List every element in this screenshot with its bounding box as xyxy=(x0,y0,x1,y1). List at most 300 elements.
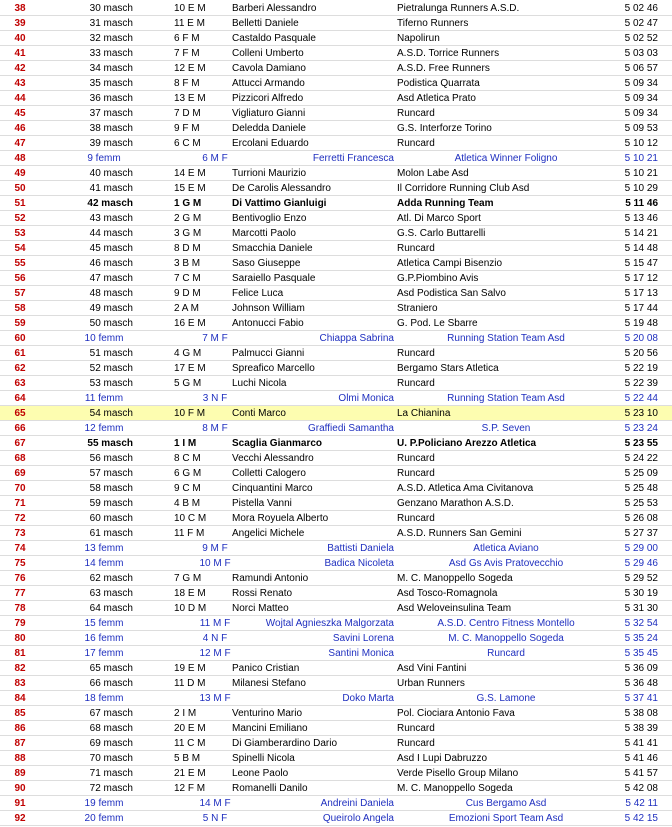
athlete-name-cell: Barberi Alessandro xyxy=(232,3,317,14)
table-row xyxy=(0,721,672,736)
position-cell: 92 xyxy=(14,813,26,824)
gender-rank-cell: 72 masch xyxy=(89,783,133,794)
table-row xyxy=(0,421,672,436)
time-cell: 5 37 41 xyxy=(624,693,658,704)
position-cell: 53 xyxy=(14,228,26,239)
athlete-name-cell: Scaglia Gianmarco xyxy=(232,438,323,449)
category-cell: 9 F M xyxy=(174,123,200,134)
athlete-name-cell: Savini Lorena xyxy=(332,633,394,644)
time-cell: 5 31 30 xyxy=(624,603,658,614)
category-cell: 11 D M xyxy=(174,678,206,689)
gender-rank-cell: 62 masch xyxy=(89,573,133,584)
table-row xyxy=(0,61,672,76)
club-cell: M. C. Manoppello Sogeda xyxy=(397,783,513,794)
gender-rank-cell: 42 masch xyxy=(87,198,133,209)
gender-rank-cell: 48 masch xyxy=(89,288,133,299)
position-cell: 55 xyxy=(14,258,26,269)
position-cell: 41 xyxy=(14,48,26,59)
club-cell: A.S.D. Free Runners xyxy=(397,63,490,74)
category-cell: 9 M F xyxy=(202,543,228,554)
time-cell: 5 02 46 xyxy=(624,3,658,14)
category-cell: 7 G M xyxy=(174,573,202,584)
time-cell: 5 13 46 xyxy=(624,213,658,224)
time-cell: 5 14 48 xyxy=(624,243,658,254)
athlete-name-cell: Pizzicori Alfredo xyxy=(232,93,304,104)
gender-rank-cell: 71 masch xyxy=(89,768,133,779)
club-cell: G.S. Lamone xyxy=(476,693,536,704)
position-cell: 88 xyxy=(14,753,26,764)
time-cell: 5 17 44 xyxy=(624,303,658,314)
category-cell: 2 I M xyxy=(174,708,197,719)
club-cell: Verde Pisello Group Milano xyxy=(397,768,519,779)
category-cell: 3 B M xyxy=(174,258,201,269)
position-cell: 77 xyxy=(14,588,26,599)
position-cell: 86 xyxy=(14,723,26,734)
athlete-name-cell: Venturino Mario xyxy=(232,708,303,719)
gender-rank-cell: 66 masch xyxy=(89,678,133,689)
athlete-name-cell: Colleni Umberto xyxy=(232,48,304,59)
position-cell: 73 xyxy=(14,528,26,539)
club-cell: G.P.Piombino Avis xyxy=(397,273,479,284)
athlete-name-cell: Antonucci Fabio xyxy=(232,318,304,329)
club-cell: Urban Runners xyxy=(397,678,465,689)
table-row xyxy=(0,676,672,691)
athlete-name-cell: Cinquantini Marco xyxy=(232,483,313,494)
category-cell: 15 E M xyxy=(174,183,206,194)
time-cell: 5 10 21 xyxy=(624,153,658,164)
table-row xyxy=(0,496,672,511)
category-cell: 12 M F xyxy=(199,648,231,659)
club-cell: Runcard xyxy=(397,453,435,464)
category-cell: 10 E M xyxy=(174,3,206,14)
time-cell: 5 20 56 xyxy=(624,348,658,359)
athlete-name-cell: Ramundi Antonio xyxy=(232,573,309,584)
table-row xyxy=(0,661,672,676)
athlete-name-cell: Luchi Nicola xyxy=(232,378,287,389)
time-cell: 5 25 09 xyxy=(624,468,658,479)
position-cell: 72 xyxy=(14,513,26,524)
athlete-name-cell: Mancini Emiliano xyxy=(232,723,308,734)
table-row xyxy=(0,166,672,181)
category-cell: 4 N F xyxy=(202,633,228,644)
position-cell: 56 xyxy=(14,273,26,284)
time-cell: 5 26 08 xyxy=(624,513,658,524)
position-cell: 83 xyxy=(14,678,26,689)
time-cell: 5 36 09 xyxy=(624,663,658,674)
club-cell: Il Corridore Running Club Asd xyxy=(397,183,530,194)
athlete-name-cell: Romanelli Danilo xyxy=(232,783,308,794)
gender-rank-cell: 39 masch xyxy=(89,138,133,149)
position-cell: 82 xyxy=(14,663,26,674)
position-cell: 76 xyxy=(14,573,26,584)
time-cell: 5 30 19 xyxy=(624,588,658,599)
athlete-name-cell: Milanesi Stefano xyxy=(232,678,306,689)
time-cell: 5 42 11 xyxy=(625,798,658,809)
category-cell: 8 D M xyxy=(174,243,201,254)
position-cell: 87 xyxy=(14,738,26,749)
club-cell: Atletica Winner Foligno xyxy=(454,153,558,164)
table-row xyxy=(0,76,672,91)
category-cell: 21 E M xyxy=(174,768,206,779)
club-cell: Atletica Aviano xyxy=(473,543,539,554)
gender-rank-cell: 63 masch xyxy=(89,588,133,599)
time-cell: 5 20 08 xyxy=(624,333,658,344)
time-cell: 5 09 53 xyxy=(624,123,658,134)
time-cell: 5 02 47 xyxy=(624,18,658,29)
gender-rank-cell: 17 femm xyxy=(84,648,124,659)
gender-rank-cell: 14 femm xyxy=(84,558,124,569)
position-cell: 66 xyxy=(14,423,26,434)
club-cell: Running Station Team Asd xyxy=(447,333,565,344)
table-row xyxy=(0,331,672,346)
club-cell: S.P. Seven xyxy=(481,423,531,434)
position-cell: 38 xyxy=(14,3,26,14)
position-cell: 61 xyxy=(14,348,26,359)
gender-rank-cell: 52 masch xyxy=(89,363,133,374)
gender-rank-cell: 12 femm xyxy=(84,423,124,434)
table-row xyxy=(0,511,672,526)
table-row xyxy=(0,811,672,826)
position-cell: 71 xyxy=(14,498,26,509)
position-cell: 59 xyxy=(14,318,26,329)
athlete-name-cell: Castaldo Pasquale xyxy=(232,33,316,44)
time-cell: 5 29 00 xyxy=(624,543,658,554)
athlete-name-cell: Attucci Armando xyxy=(232,78,305,89)
category-cell: 7 F M xyxy=(174,48,200,59)
table-row xyxy=(0,151,672,166)
category-cell: 8 C M xyxy=(174,453,201,464)
table-row xyxy=(0,736,672,751)
time-cell: 5 36 48 xyxy=(624,678,658,689)
category-cell: 19 E M xyxy=(174,663,206,674)
gender-rank-cell: 64 masch xyxy=(89,603,133,614)
table-row xyxy=(0,376,672,391)
time-cell: 5 14 21 xyxy=(624,228,658,239)
athlete-name-cell: Pistella Vanni xyxy=(232,498,292,509)
club-cell: Runcard xyxy=(397,138,435,149)
gender-rank-cell: 9 femm xyxy=(87,153,121,164)
gender-rank-cell: 68 masch xyxy=(89,723,133,734)
category-cell: 11 C M xyxy=(174,738,206,749)
club-cell: Tiferno Runners xyxy=(397,18,469,29)
time-cell: 5 38 39 xyxy=(624,723,658,734)
table-row xyxy=(0,571,672,586)
time-cell: 5 09 34 xyxy=(624,93,658,104)
athlete-name-cell: Ercolani Eduardo xyxy=(232,138,309,149)
club-cell: A.S.D. Centro Fitness Montello xyxy=(437,618,575,629)
club-cell: Runcard xyxy=(397,348,435,359)
time-cell: 5 24 22 xyxy=(624,453,658,464)
category-cell: 4 B M xyxy=(174,498,201,509)
category-cell: 8 F M xyxy=(174,78,200,89)
category-cell: 1 I M xyxy=(174,438,197,449)
gender-rank-cell: 19 femm xyxy=(84,798,124,809)
time-cell: 5 25 53 xyxy=(624,498,658,509)
category-cell: 6 F M xyxy=(174,33,200,44)
table-row xyxy=(0,706,672,721)
athlete-name-cell: Belletti Daniele xyxy=(232,18,299,29)
position-cell: 44 xyxy=(14,93,26,104)
athlete-name-cell: Chiappa Sabrina xyxy=(319,333,394,344)
club-cell: Runcard xyxy=(487,648,525,659)
gender-rank-cell: 44 masch xyxy=(89,228,133,239)
club-cell: Runcard xyxy=(397,468,435,479)
time-cell: 5 23 10 xyxy=(624,408,658,419)
club-cell: Runcard xyxy=(397,378,435,389)
category-cell: 20 E M xyxy=(174,723,206,734)
club-cell: Runcard xyxy=(397,738,435,749)
time-cell: 5 09 34 xyxy=(624,78,658,89)
gender-rank-cell: 69 masch xyxy=(89,738,133,749)
athlete-name-cell: Santini Monica xyxy=(328,648,394,659)
time-cell: 5 09 34 xyxy=(624,108,658,119)
table-row xyxy=(0,181,672,196)
category-cell: 6 C M xyxy=(174,138,201,149)
gender-rank-cell: 57 masch xyxy=(89,468,133,479)
athlete-name-cell: Wojtal Agnieszka Malgorzata xyxy=(265,618,394,629)
gender-rank-cell: 67 masch xyxy=(89,708,133,719)
category-cell: 5 G M xyxy=(174,378,202,389)
position-cell: 64 xyxy=(14,393,26,404)
time-cell: 5 38 08 xyxy=(624,708,658,719)
position-cell: 48 xyxy=(14,153,26,164)
athlete-name-cell: Ferretti Francesca xyxy=(312,153,394,164)
time-cell: 5 25 48 xyxy=(624,483,658,494)
table-row xyxy=(0,436,672,451)
gender-rank-cell: 30 masch xyxy=(89,3,133,14)
table-row xyxy=(0,271,672,286)
table-row xyxy=(0,121,672,136)
table-row xyxy=(0,136,672,151)
club-cell: Running Station Team Asd xyxy=(447,393,565,404)
athlete-name-cell: Smacchia Daniele xyxy=(232,243,313,254)
athlete-name-cell: Spreafico Marcello xyxy=(232,363,315,374)
athlete-name-cell: Bentivoglio Enzo xyxy=(232,213,307,224)
athlete-name-cell: Norci Matteo xyxy=(232,603,289,614)
category-cell: 10 F M xyxy=(174,408,206,419)
gender-rank-cell: 10 femm xyxy=(84,333,124,344)
athlete-name-cell: Panico Cristian xyxy=(232,663,300,674)
club-cell: Atletica Campi Bisenzio xyxy=(397,258,503,269)
club-cell: Asd Atletica Prato xyxy=(397,93,476,104)
gender-rank-cell: 38 masch xyxy=(89,123,133,134)
table-row xyxy=(0,781,672,796)
table-row xyxy=(0,751,672,766)
athlete-name-cell: Turrioni Maurizio xyxy=(232,168,307,179)
gender-rank-cell: 49 masch xyxy=(89,303,133,314)
athlete-name-cell: Felice Luca xyxy=(232,288,284,299)
gender-rank-cell: 11 femm xyxy=(84,393,124,404)
gender-rank-cell: 40 masch xyxy=(89,168,133,179)
time-cell: 5 41 41 xyxy=(624,738,658,749)
table-row xyxy=(0,31,672,46)
time-cell: 5 23 55 xyxy=(624,438,658,449)
gender-rank-cell: 16 femm xyxy=(84,633,124,644)
category-cell: 11 E M xyxy=(174,18,205,29)
category-cell: 11 F M xyxy=(174,528,205,539)
table-row xyxy=(0,481,672,496)
position-cell: 63 xyxy=(14,378,26,389)
athlete-name-cell: De Carolis Alessandro xyxy=(232,183,331,194)
gender-rank-cell: 53 masch xyxy=(89,378,133,389)
position-cell: 65 xyxy=(14,408,26,419)
gender-rank-cell: 51 masch xyxy=(89,348,133,359)
category-cell: 7 C M xyxy=(174,273,201,284)
category-cell: 7 M F xyxy=(202,333,228,344)
athlete-name-cell: Johnson William xyxy=(232,303,305,314)
gender-rank-cell: 54 masch xyxy=(89,408,133,419)
category-cell: 16 E M xyxy=(174,318,206,329)
athlete-name-cell: Saraiello Pasquale xyxy=(232,273,316,284)
time-cell: 5 22 39 xyxy=(624,378,658,389)
club-cell: G.S. Interforze Torino xyxy=(397,123,492,134)
table-row xyxy=(0,691,672,706)
table-row xyxy=(0,586,672,601)
gender-rank-cell: 20 femm xyxy=(84,813,124,824)
club-cell: Pol. Ciociara Antonio Fava xyxy=(397,708,515,719)
position-cell: 70 xyxy=(14,483,26,494)
category-cell: 14 E M xyxy=(174,168,206,179)
club-cell: Cus Bergamo Asd xyxy=(465,798,547,809)
club-cell: Genzano Marathon A.S.D. xyxy=(397,498,514,509)
club-cell: Runcard xyxy=(397,723,435,734)
position-cell: 47 xyxy=(14,138,26,149)
gender-rank-cell: 33 masch xyxy=(89,48,133,59)
time-cell: 5 03 03 xyxy=(624,48,658,59)
category-cell: 18 E M xyxy=(174,588,206,599)
club-cell: Pietralunga Runners A.S.D. xyxy=(397,3,520,14)
athlete-name-cell: Conti Marco xyxy=(232,408,286,419)
table-row xyxy=(0,241,672,256)
gender-rank-cell: 70 masch xyxy=(89,753,133,764)
time-cell: 5 10 12 xyxy=(624,138,658,149)
athlete-name-cell: Di Giamberardino Dario xyxy=(232,738,338,749)
category-cell: 13 M F xyxy=(199,693,231,704)
time-cell: 5 42 15 xyxy=(624,813,658,824)
category-cell: 6 M F xyxy=(202,153,228,164)
club-cell: G. Pod. Le Sbarre xyxy=(397,318,478,329)
gender-rank-cell: 18 femm xyxy=(84,693,124,704)
club-cell: Atl. Di Marco Sport xyxy=(397,213,481,224)
position-cell: 50 xyxy=(14,183,26,194)
gender-rank-cell: 46 masch xyxy=(89,258,133,269)
club-cell: A.S.D. Atletica Ama Civitanova xyxy=(397,483,534,494)
club-cell: A.S.D. Torrice Runners xyxy=(397,48,500,59)
gender-rank-cell: 13 femm xyxy=(84,543,124,554)
position-cell: 85 xyxy=(14,708,26,719)
table-row xyxy=(0,766,672,781)
table-row xyxy=(0,211,672,226)
athlete-name-cell: Vigliaturo Gianni xyxy=(232,108,306,119)
gender-rank-cell: 65 masch xyxy=(89,663,133,674)
club-cell: Straniero xyxy=(397,303,438,314)
table-row xyxy=(0,451,672,466)
time-cell: 5 17 13 xyxy=(624,288,658,299)
category-cell: 3 N F xyxy=(202,393,228,404)
position-cell: 40 xyxy=(14,33,26,44)
gender-rank-cell: 41 masch xyxy=(89,183,133,194)
club-cell: Emozioni Sport Team Asd xyxy=(448,813,564,824)
club-cell: M. C. Manoppello Sogeda xyxy=(448,633,564,644)
table-row xyxy=(0,541,672,556)
athlete-name-cell: Cavola Damiano xyxy=(232,63,306,74)
gender-rank-cell: 45 masch xyxy=(89,243,133,254)
time-cell: 5 22 44 xyxy=(624,393,658,404)
table-row xyxy=(0,46,672,61)
club-cell: Asd Podistica San Salvo xyxy=(397,288,506,299)
category-cell: 9 D M xyxy=(174,288,201,299)
table-row xyxy=(0,391,672,406)
table-row xyxy=(0,316,672,331)
category-cell: 6 G M xyxy=(174,468,202,479)
time-cell: 5 41 46 xyxy=(624,753,658,764)
gender-rank-cell: 15 femm xyxy=(84,618,124,629)
club-cell: La Chianina xyxy=(397,408,451,419)
athlete-name-cell: Colletti Calogero xyxy=(232,468,306,479)
position-cell: 57 xyxy=(14,288,26,299)
category-cell: 12 E M xyxy=(174,63,206,74)
position-cell: 49 xyxy=(14,168,26,179)
time-cell: 5 35 24 xyxy=(624,633,658,644)
table-row xyxy=(0,616,672,631)
table-row xyxy=(0,226,672,241)
club-cell: G.S. Carlo Buttarelli xyxy=(397,228,486,239)
position-cell: 78 xyxy=(14,603,26,614)
table-row xyxy=(0,646,672,661)
category-cell: 8 M F xyxy=(202,423,228,434)
athlete-name-cell: Marcotti Paolo xyxy=(232,228,296,239)
category-cell: 10 D M xyxy=(174,603,207,614)
gender-rank-cell: 56 masch xyxy=(89,453,133,464)
athlete-name-cell: Graffiedi Samantha xyxy=(308,423,394,434)
athlete-name-cell: Angelici Michele xyxy=(232,528,305,539)
club-cell: Asd Weloveinsulina Team xyxy=(397,603,512,614)
time-cell: 5 10 21 xyxy=(624,168,658,179)
position-cell: 74 xyxy=(14,543,26,554)
time-cell: 5 17 12 xyxy=(624,273,658,284)
category-cell: 2 A M xyxy=(174,303,200,314)
club-cell: Asd I Lupi Dabruzzo xyxy=(397,753,488,764)
gender-rank-cell: 37 masch xyxy=(89,108,133,119)
athlete-name-cell: Deledda Daniele xyxy=(232,123,306,134)
position-cell: 58 xyxy=(14,303,26,314)
position-cell: 68 xyxy=(14,453,26,464)
club-cell: Asd Tosco-Romagnola xyxy=(397,588,498,599)
club-cell: Podistica Quarrata xyxy=(397,78,480,89)
athlete-name-cell: Queirolo Angela xyxy=(322,813,394,824)
position-cell: 67 xyxy=(14,438,26,449)
club-cell: Asd Vini Fantini xyxy=(397,663,467,674)
table-row xyxy=(0,796,672,811)
position-cell: 43 xyxy=(14,78,26,89)
gender-rank-cell: 55 masch xyxy=(87,438,133,449)
table-row xyxy=(0,91,672,106)
athlete-name-cell: Andreini Daniela xyxy=(320,798,394,809)
athlete-name-cell: Mora Royuela Alberto xyxy=(232,513,329,524)
time-cell: 5 42 08 xyxy=(624,783,658,794)
position-cell: 42 xyxy=(14,63,26,74)
category-cell: 4 G M xyxy=(174,348,202,359)
club-cell: Runcard xyxy=(397,513,435,524)
time-cell: 5 32 54 xyxy=(624,618,658,629)
time-cell: 5 10 29 xyxy=(624,183,658,194)
gender-rank-cell: 59 masch xyxy=(89,498,133,509)
category-cell: 7 D M xyxy=(174,108,201,119)
category-cell: 9 C M xyxy=(174,483,201,494)
position-cell: 89 xyxy=(14,768,26,779)
club-cell: Napolirun xyxy=(397,33,440,44)
athlete-name-cell: Doko Marta xyxy=(342,693,394,704)
